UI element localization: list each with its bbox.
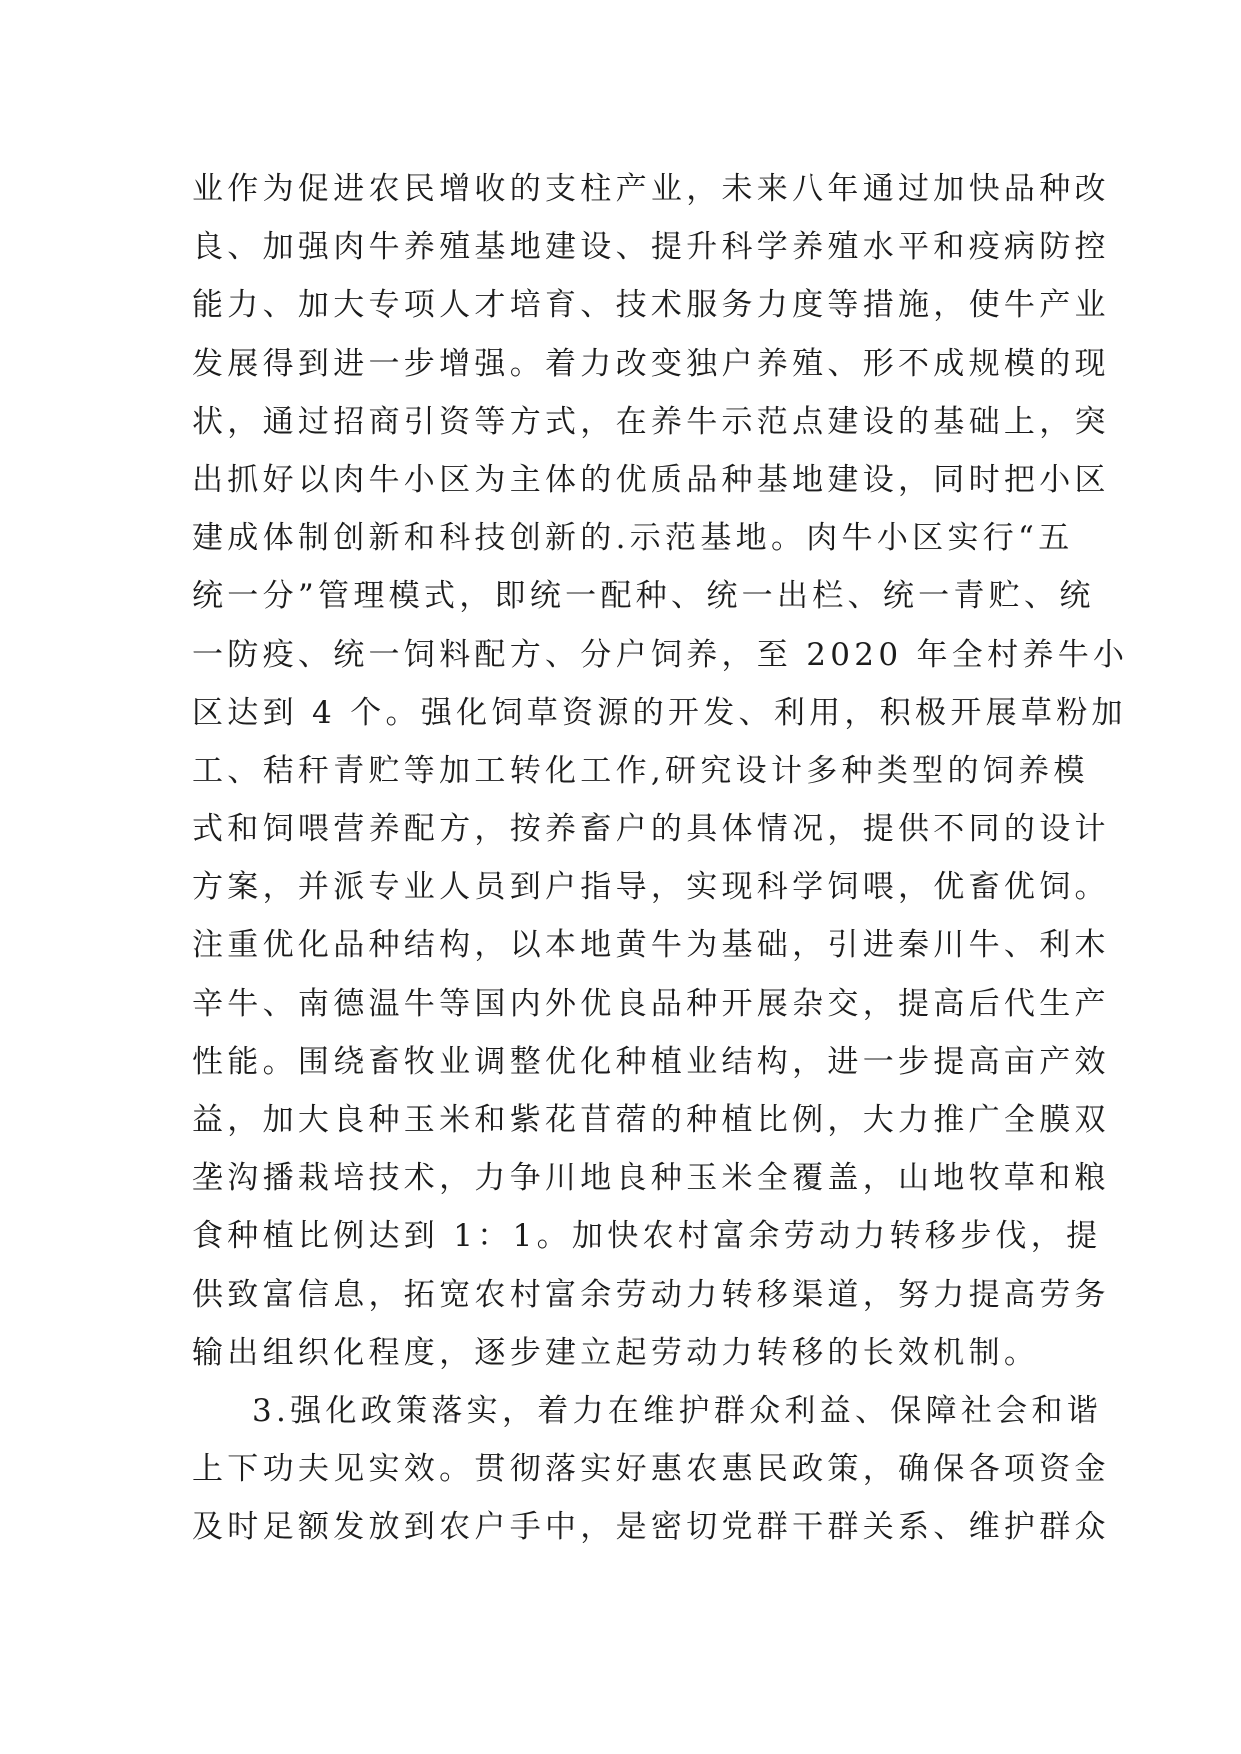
text-line: 益，加大良种玉米和紫花苜蓿的种植比例，大力推广全膜双	[192, 1102, 1110, 1138]
text-line: 输出组织化程度，逐步建立起劳动力转移的长效机制。	[192, 1334, 1040, 1371]
text-line: 辛牛、南德温牛等国内外优良品种开展杂交，提高后代生产	[192, 985, 1110, 1022]
text-line: 统一分”管理模式，即统一配种、统一出栏、统一青贮、统	[192, 578, 1095, 615]
text-line: 出抓好以肉牛小区为主体的优质品种基地建设，同时把小区	[192, 461, 1110, 498]
text-line: 一防疫、统一饲料配方、分户饲养，至 2020 年全村养牛小	[192, 636, 1129, 673]
text-line: 上下功夫见实效。贯彻落实好惠农惠民政策，确保各项资金	[192, 1451, 1110, 1488]
text-line: 发展得到进一步增强。着力改变独户养殖、形不成规模的现	[192, 345, 1110, 382]
text-line: 食种植比例达到 1：1。加快农村富余劳动力转移步伐，提	[192, 1218, 1102, 1255]
text-line: 区达到 4 个。强化饲草资源的开发、利用，积极开展草粉加	[192, 694, 1127, 731]
text-line: 注重优化品种结构，以本地黄牛为基础，引进秦川牛、利木	[192, 927, 1110, 964]
text-line: 能力、加大专项人才培育、技术服务力度等措施，使牛产业	[192, 287, 1110, 324]
text-line: 建成体制创新和科技创新的.示范基地。肉牛小区实行“五	[192, 520, 1074, 557]
text-line: 工、秸秆青贮等加工转化工作,研究设计多种类型的饲养模	[192, 752, 1089, 789]
text-line: 垄沟播栽培技术，力争川地良种玉米全覆盖，山地牧草和粮	[192, 1160, 1110, 1197]
text-line: 式和饲喂营养配方，按养畜户的具体情况，提供不同的设计	[192, 811, 1110, 848]
text-line: 状，通过招商引资等方式，在养牛示范点建设的基础上，突	[192, 403, 1110, 440]
body-text	[192, 160, 1129, 1557]
text-line: 方案，并派专业人员到户指导，实现科学饲喂，优畜优饲。	[192, 869, 1110, 906]
text-line: 及时足额发放到农户手中，是密切党群干群关系、维护群众	[192, 1509, 1110, 1546]
text-line: 性能。围绕畜牧业调整优化种植业结构，进一步提高亩产效	[192, 1043, 1110, 1080]
paragraph-start-line: 3.强化政策落实，着力在维护群众利益、保障社会和谐	[252, 1392, 1103, 1429]
text-line: 业作为促进农民增收的支柱产业，未来八年通过加快品种改	[192, 171, 1110, 207]
text-line: 供致富信息，拓宽农村富余劳动力转移渠道，努力提高劳务	[192, 1276, 1110, 1313]
text-line: 良、加强肉牛养殖基地建设、提升科学养殖水平和疫病防控	[192, 229, 1110, 266]
